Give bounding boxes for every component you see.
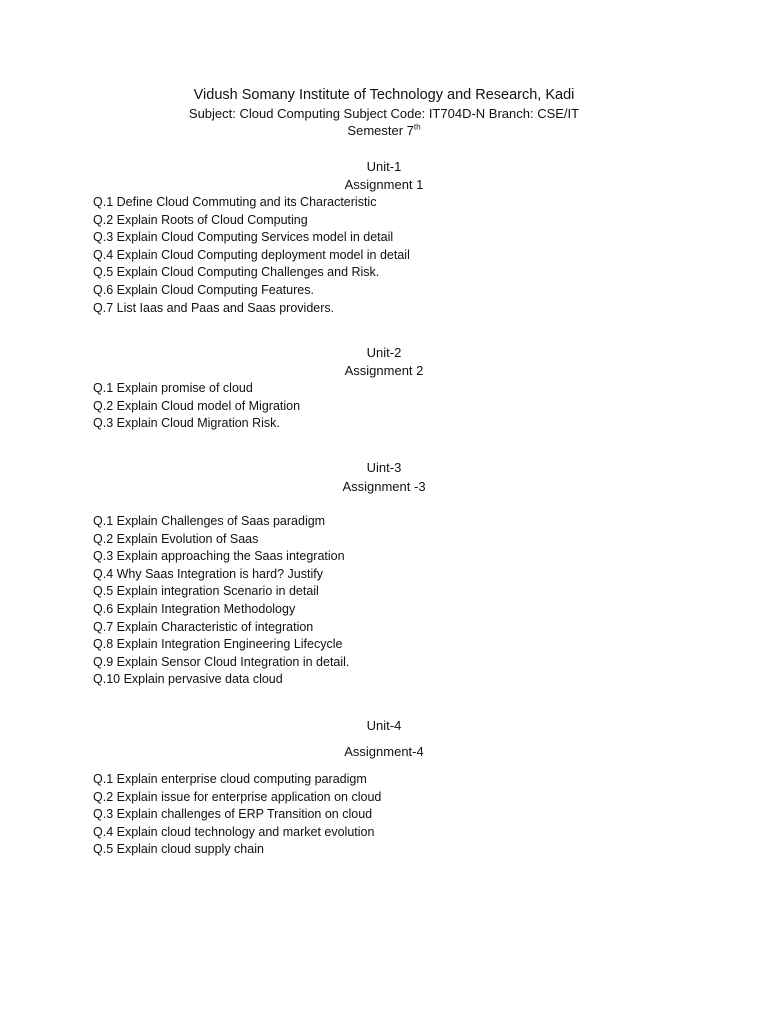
unit-3-question-list <box>93 513 349 689</box>
question-item: Q.2 Explain Roots of Cloud Computing <box>93 212 308 227</box>
question-item: Q.6 Explain Integration Methodology <box>93 601 296 616</box>
question-item: Q.5 Explain cloud supply chain <box>93 842 264 857</box>
question-item: Q.9 Explain Sensor Cloud Integration in detail. <box>93 654 350 669</box>
question-item: Q.5 Explain Cloud Computing Challenges and Risk. <box>93 265 380 280</box>
question-item: Q.8 Explain Integration Engineering Lifecycle <box>93 637 343 652</box>
question-item: Q.1 Explain Challenges of Saas paradigm <box>93 514 326 528</box>
question-item: Q.4 Why Saas Integration is hard? Justify <box>93 566 323 581</box>
question-item: Q.5 Explain integration Scenario in detail <box>93 584 319 599</box>
unit-4-label: Unit-4 <box>366 718 402 733</box>
question-item: Q.4 Explain Cloud Computing deployment model in detail <box>93 247 410 262</box>
unit-1-question-list <box>93 194 410 317</box>
question-item: Q.2 Explain Cloud model of Migration <box>93 398 301 413</box>
question-item: Q.6 Explain Cloud Computing Features. <box>93 282 314 297</box>
institute-title: Vidush Somany Institute of Technology and Research, Kadi <box>193 87 575 103</box>
question-item: Q.1 Explain enterprise cloud computing paradigm <box>93 772 367 786</box>
question-item: Q.1 Explain promise of cloud <box>93 381 253 395</box>
question-item: Q.7 Explain Characteristic of integration <box>93 619 314 634</box>
subject-line: Subject: Cloud Computing Subject Code: IT704D-N Branch: CSE/IT <box>188 106 580 121</box>
unit-2-question-list <box>93 380 300 433</box>
question-item: Q.3 Explain approaching the Saas integration <box>93 549 345 564</box>
question-item: Q.2 Explain Evolution of Saas <box>93 531 259 546</box>
question-item: Q.3 Explain Cloud Computing Services model in detail <box>93 230 394 245</box>
question-item: Q.2 Explain issue for enterprise application on cloud <box>93 789 382 804</box>
semester-superscript: th <box>413 122 421 132</box>
question-item: Q.3 Explain challenges of ERP Transition on cloud <box>93 807 373 822</box>
question-item: Q.10 Explain pervasive data cloud <box>93 672 283 687</box>
assignment-1-label: Assignment 1 <box>344 177 424 192</box>
semester-line <box>0 123 768 138</box>
semester-text: Semester 7 <box>347 123 414 138</box>
assignment-4-label: Assignment-4 <box>344 744 424 759</box>
question-item: Q.3 Explain Cloud Migration Risk. <box>93 416 280 431</box>
assignment-2-label: Assignment 2 <box>344 363 424 378</box>
question-item: Q.4 Explain cloud technology and market evolution <box>93 824 375 839</box>
question-item: Q.1 Define Cloud Commuting and its Characteristic <box>93 195 377 209</box>
unit-3-label: Uint-3 <box>366 460 402 475</box>
assignment-3-label: Assignment -3 <box>342 479 426 494</box>
unit-4-question-list <box>93 771 381 859</box>
unit-1-label: Unit-1 <box>366 159 402 174</box>
unit-2-label: Unit-2 <box>366 345 402 360</box>
question-item: Q.7 List Iaas and Paas and Saas providers. <box>93 300 335 315</box>
